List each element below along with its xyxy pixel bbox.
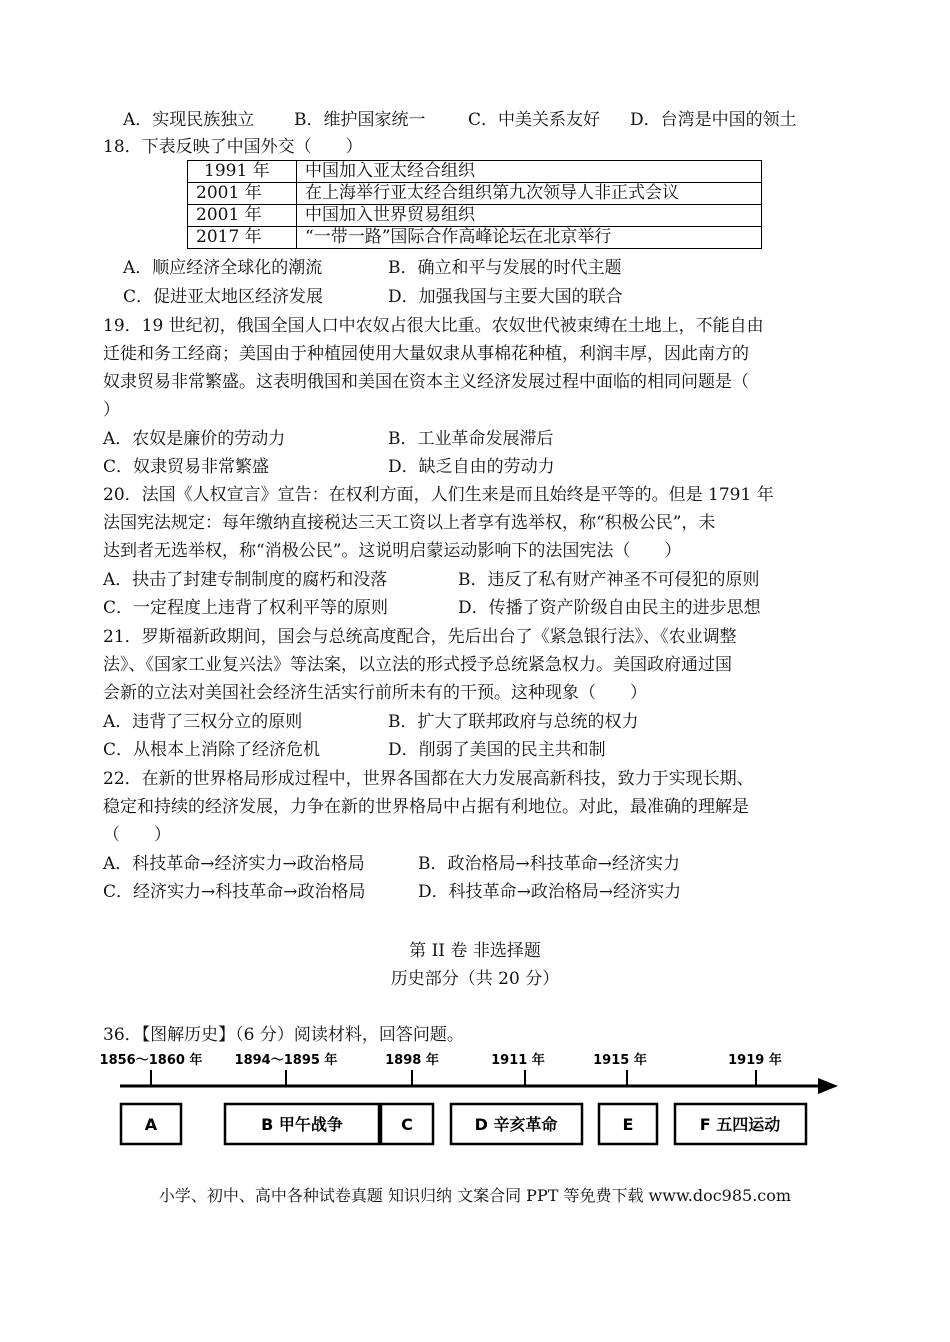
q18-option-a: A．顺应经济全球化的潮流 <box>123 258 323 278</box>
q21-option-b: B．扩大了联邦政府与总统的权力 <box>388 712 639 732</box>
q19-option-b: B．工业革命发展滞后 <box>388 429 554 449</box>
q18-option-d: D．加强我国与主要大国的联合 <box>388 287 623 307</box>
timeline-diagram <box>0 1040 950 1150</box>
q20-option-b: B．违反了私有财产神圣不可侵犯的原则 <box>458 570 760 590</box>
q18-option-b: B．确立和平与发展的时代主题 <box>388 258 622 278</box>
page-footer: 小学、初中、高中各种试卷真题 知识归纳 文案合同 PPT 等免费下载 www.doc985.com <box>158 1186 792 1205</box>
timeline-box-c-label: C <box>401 1115 413 1134</box>
timeline-box-f-label: F 五四运动 <box>699 1115 781 1134</box>
timeline-arrow-icon <box>818 1078 838 1094</box>
timeline-box-d-label: D 辛亥革命 <box>474 1115 558 1134</box>
q19-option-a: A．农奴是廉价的劳动力 <box>103 429 286 449</box>
table-row <box>188 161 762 183</box>
q20-option-c: C．一定程度上违背了权利平等的原则 <box>103 598 389 618</box>
timeline-box-e-label: E <box>622 1115 634 1134</box>
q20-stem-line-2: 法国宪法规定：每年缴纳直接税达三天工资以上者享有选举权，称“积极公民”，未 <box>103 513 716 533</box>
timeline-box-a-label: A <box>144 1115 158 1134</box>
q22-option-c: C．经济实力→科技革命→政治格局 <box>103 882 366 902</box>
section-subtitle: 历史部分（共 20 分） <box>390 969 560 989</box>
q21-option-c: C．从根本上消除了经济危机 <box>103 740 321 760</box>
timeline-year-1: 1856～1860 年 <box>99 1053 203 1068</box>
q17-option-a: A．实现民族独立 <box>123 110 255 130</box>
q20-stem-line-1: 20．法国《人权宣言》宣告：在权利方面，人们生来是而且始终是平等的。但是 1791 年 <box>103 485 774 505</box>
q21-option-a: A．违背了三权分立的原则 <box>103 712 303 732</box>
q20-option-d: D．传播了资产阶级自由民主的进步思想 <box>458 598 761 618</box>
q18-stem: 18．下表反映了中国外交（ ） <box>103 137 363 157</box>
q18-table <box>187 160 762 249</box>
q22-stem-line-3: （ ） <box>103 825 171 845</box>
q17-option-b: B．维护国家统一 <box>294 110 426 130</box>
q19-stem-line-1: 19．19 世纪初，俄国全国人口中农奴占很大比重。农奴世代被束缚在土地上，不能自由 <box>103 316 764 336</box>
q22-stem-line-1: 22．在新的世界格局形成过程中，世界各国都在大力发展高新科技，致力于实现长期、 <box>103 769 754 789</box>
q36-stem: 36．【图解历史】（6 分）阅读材料，回答问题。 <box>103 1025 464 1045</box>
q19-stem-line-3: 奴隶贸易非常繁盛。这表明俄国和美国在资本主义经济发展过程中面临的相同问题是（ <box>103 372 749 392</box>
table-cell-event: 中国加入世界贸易组织 <box>297 205 762 227</box>
table-row <box>188 227 762 249</box>
q22-option-a: A．科技革命→经济实力→政治格局 <box>103 854 365 874</box>
table-cell-year: 2001 年 <box>188 183 297 205</box>
q22-option-b: B．政治格局→科技革命→经济实力 <box>418 854 680 874</box>
table-cell-event: “一带一路”国际合作高峰论坛在北京举行 <box>297 227 762 249</box>
timeline-year-2: 1894～1895 年 <box>234 1053 338 1068</box>
timeline-box-b-label: B 甲午战争 <box>261 1115 343 1134</box>
timeline-year-5: 1915 年 <box>593 1053 647 1068</box>
timeline-year-4: 1911 年 <box>491 1053 545 1068</box>
q21-stem-line-2: 法》、《国家工业复兴法》等法案，以立法的形式授予总统紧急权力。美国政府通过国 <box>103 655 732 675</box>
q19-option-c: C．奴隶贸易非常繁盛 <box>103 457 270 477</box>
q19-stem-line-4: ） <box>103 400 120 420</box>
q19-option-d: D．缺乏自由的劳动力 <box>388 457 555 477</box>
table-cell-year: 2001 年 <box>188 205 297 227</box>
q18-option-c: C．促进亚太地区经济发展 <box>123 287 324 307</box>
q21-stem-line-3: 会新的立法对美国社会经济生活实行前所未有的干预。这种现象（ ） <box>103 683 647 703</box>
table-cell-year: 2017 年 <box>188 227 297 249</box>
section-title: 第 II 卷 非选择题 <box>409 941 541 961</box>
table-row <box>188 183 762 205</box>
q22-option-d: D．科技革命→政治格局→经济实力 <box>418 882 682 902</box>
q20-stem-line-3: 达到者无选举权，称“消极公民”。这说明启蒙运动影响下的法国宪法（ ） <box>103 541 682 561</box>
q21-option-d: D．削弱了美国的民主共和制 <box>388 740 606 760</box>
q21-stem-line-1: 21．罗斯福新政期间，国会与总统高度配合，先后出台了《紧急银行法》、《农业调整 <box>103 627 737 647</box>
q22-stem-line-2: 稳定和持续的经济发展，力争在新的世界格局中占据有利地位。对此，最准确的理解是 <box>103 797 749 817</box>
q17-option-d: D．台湾是中国的领土 <box>630 110 797 130</box>
q20-option-a: A．抉击了封建专制制度的腐朽和没落 <box>103 570 388 590</box>
timeline-year-6: 1919 年 <box>728 1053 782 1068</box>
q17-option-c: C．中美关系友好 <box>468 110 601 130</box>
table-cell-event: 中国加入亚太经合组织 <box>297 161 762 183</box>
table-cell-year: 1991 年 <box>188 161 297 183</box>
table-row <box>188 205 762 227</box>
q19-stem-line-2: 迁徙和务工经商；美国由于种植园使用大量奴隶从事棉花种植，利润丰厚，因此南方的 <box>103 344 749 364</box>
timeline-year-3: 1898 年 <box>385 1053 439 1068</box>
table-cell-event: 在上海举行亚太经合组织第九次领导人非正式会议 <box>297 183 762 205</box>
